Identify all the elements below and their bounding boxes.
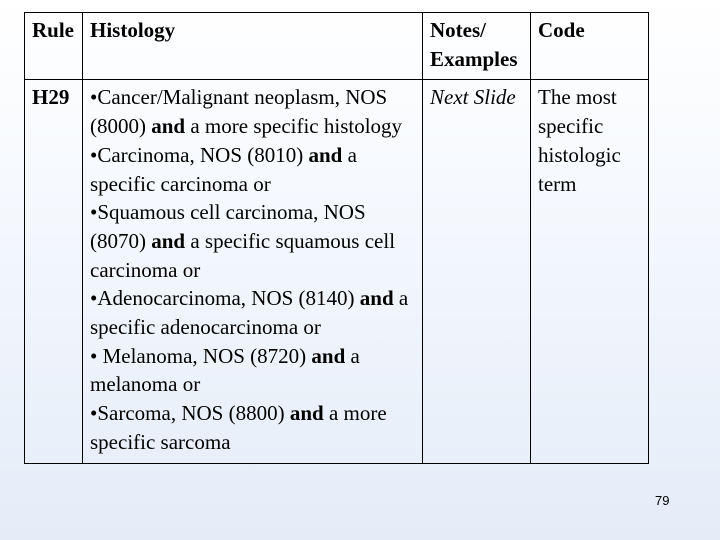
header-notes: Notes/ Examples: [423, 13, 531, 80]
bullet-icon: •: [90, 286, 98, 311]
item-text: a more specific sarcoma: [90, 401, 387, 454]
bullet-icon: •: [90, 343, 103, 368]
item-text: Sarcoma, NOS (8800): [97, 401, 290, 426]
header-rule: Rule: [25, 13, 83, 80]
bullet-icon: •: [90, 200, 98, 225]
histology-item: [90, 83, 416, 140]
connector-and: and: [359, 286, 394, 311]
histology-item: [90, 284, 416, 341]
rules-table: [24, 12, 649, 464]
connector-and: and: [308, 142, 343, 167]
item-text: Squamous cell carcinoma, NOS (8070): [90, 200, 366, 253]
rule-id: H29: [25, 80, 83, 463]
header-row: [25, 13, 649, 80]
item-text: Cancer/Malignant neoplasm, NOS (8000): [90, 85, 388, 139]
item-text: Melanoma, NOS (8720): [102, 343, 312, 368]
bullet-icon: •: [90, 142, 98, 167]
item-text: a melanoma or: [90, 343, 360, 397]
code-cell: The most specific histologic term: [531, 80, 649, 463]
histology-cell: [83, 80, 423, 463]
item-text: Adenocarcinoma, NOS (8140): [97, 286, 360, 311]
histology-item: [90, 141, 416, 198]
item-text: a specific squamous cell carcinoma or: [90, 228, 396, 282]
item-text: a specific adenocarcinoma or: [90, 286, 409, 340]
histology-item: [90, 399, 416, 456]
connector-and: and: [151, 228, 186, 253]
bullet-icon: •: [90, 401, 98, 426]
connector-and: and: [289, 401, 324, 426]
item-text: a specific carcinoma or: [90, 142, 357, 196]
item-text: Carcinoma, NOS (8010): [97, 142, 309, 167]
header-histology: Histology: [83, 13, 423, 80]
header-code: Code: [531, 13, 649, 80]
item-text: a more specific histology: [185, 114, 403, 139]
histology-item: [90, 198, 416, 284]
histology-item: [90, 342, 416, 399]
connector-and: and: [151, 114, 186, 139]
bullet-icon: •: [90, 85, 98, 110]
connector-and: and: [311, 343, 346, 368]
notes-cell: Next Slide: [423, 80, 531, 463]
page-number: 79: [655, 493, 670, 508]
rule-row-h29: [25, 80, 649, 463]
